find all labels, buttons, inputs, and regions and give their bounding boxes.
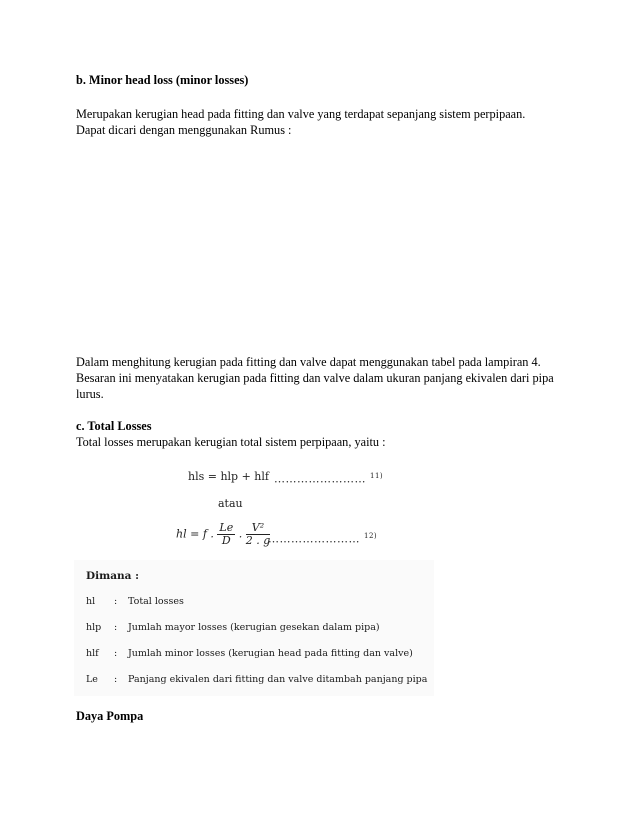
definition-item: hlf : Jumlah minor losses (kerugian head pada fitting dan valve): [86, 648, 413, 659]
formula-atau: atau: [218, 497, 243, 510]
definition-item: hlp : Jumlah mayor losses (kerugian gesekan dalam pipa): [86, 622, 380, 633]
eq1-ref: 11): [370, 472, 384, 480]
eq1-text: hls = hlp + hlf: [188, 470, 269, 483]
eq2-lhs: hl = f .: [176, 527, 214, 541]
definition-desc: Total losses: [128, 596, 184, 607]
definitions-block: [74, 560, 434, 696]
definition-desc: Panjang ekivalen dari fitting dan valve ditambah panjang pipa: [128, 674, 428, 685]
definition-symbol: Le: [86, 674, 98, 685]
section-c-heading: c. Total Losses: [76, 419, 152, 433]
formula-eq2: hl = f . $\frac{Le}{D}$ . $\frac{\text{V²}}{2 . g}$: [176, 521, 271, 547]
section-b-para2-line3: lurus.: [76, 387, 104, 401]
eq2-fraction-v2-2g: $\frac{\text{V²}}{2 . g}$: [245, 521, 271, 547]
section-b-para2-line2: Besaran ini menyatakan kerugian pada fitting dan valve dalam ukuran panjang ekivalen dari pipa: [76, 371, 554, 385]
definition-desc: Jumlah mayor losses (kerugian gesekan dalam pipa): [128, 622, 380, 633]
eq2-ref: 12): [364, 532, 378, 540]
section-c-intro: Total losses merupakan kerugian total sistem perpipaan, yaitu :: [76, 435, 386, 449]
section-daya-pompa-heading: Daya Pompa: [76, 709, 144, 723]
definition-symbol: hlf: [86, 648, 99, 659]
eq2-fraction-le-d: $\frac{Le}{D}$: [219, 521, 234, 547]
formula-eq1: [188, 470, 269, 483]
section-b-para1-line2: Dapat dicari dengan menggunakan Rumus :: [76, 123, 292, 137]
eq1-dots: …………………… $^{11)}$: [274, 472, 384, 486]
section-b-heading: b. Minor head loss (minor losses): [76, 73, 249, 87]
definition-desc: Jumlah minor losses (kerugian head pada fitting dan valve): [128, 648, 413, 659]
definition-item: hl : Total losses: [86, 596, 184, 607]
definition-symbol: hl: [86, 596, 96, 607]
section-b-para2-line1: Dalam menghitung kerugian pada fitting dan valve dapat menggunakan tabel pada lampiran 4.: [76, 355, 541, 369]
definition-symbol: hlp: [86, 622, 102, 633]
section-b-para1-line1: Merupakan kerugian head pada fitting dan valve yang terdapat sepanjang sistem perpipaan.: [76, 107, 526, 121]
eq2-dots: …………………… $^{12)}$: [268, 532, 378, 546]
definition-item: Le : Panjang ekivalen dari fitting dan valve ditambah panjang pipa: [86, 674, 428, 685]
definitions-title: Dimana :: [86, 570, 139, 582]
